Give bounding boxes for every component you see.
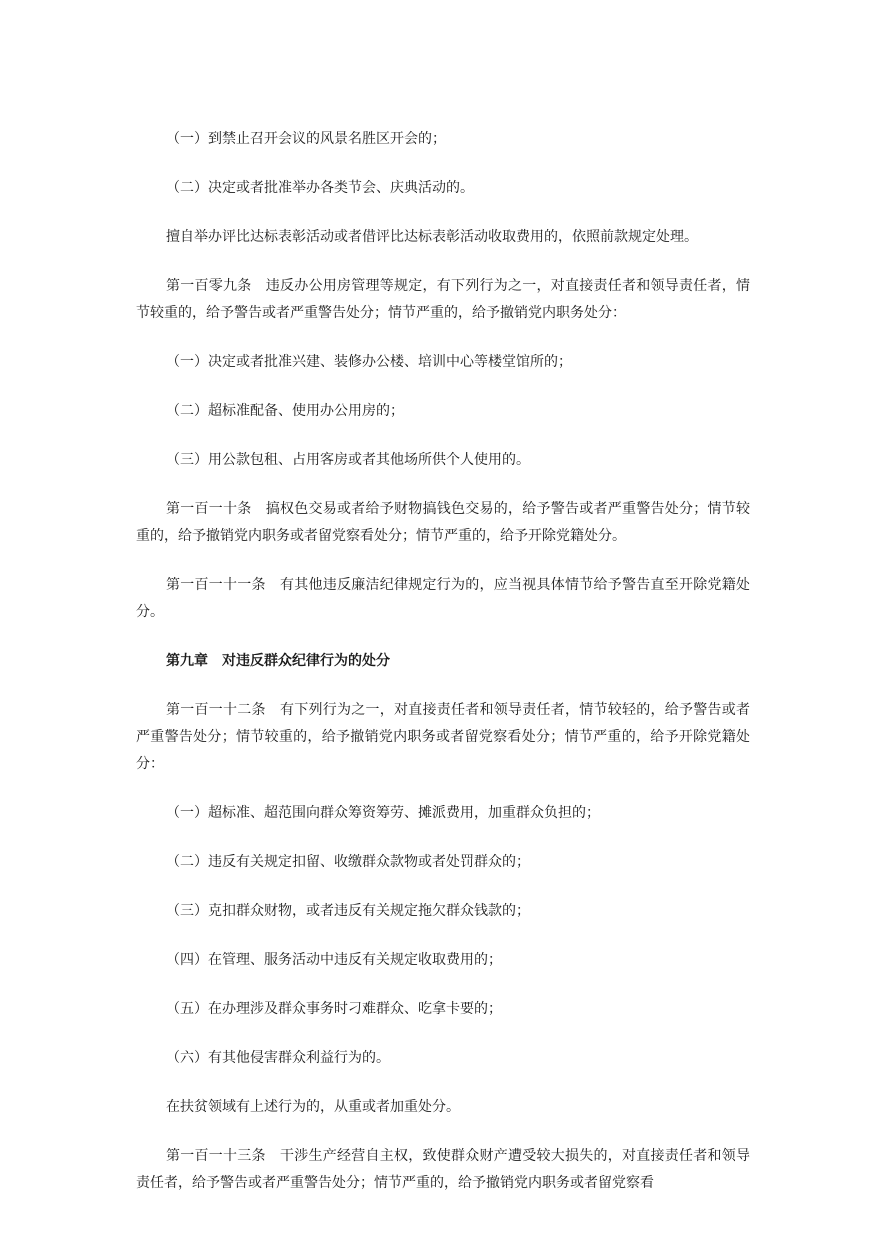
article-112-item-2: （二）违反有关规定扣留、收缴群众款物或者处罚群众的； <box>166 854 530 870</box>
article-112-note: 在扶贫领域有上述行为的，从重或者加重处分。 <box>166 1099 460 1115</box>
article-111: 第一百一十一条 有其他违反廉洁纪律规定行为的，应当视具体情节给予警告直至开除党籍处分。 <box>136 577 750 620</box>
article-109: 第一百零九条 违反办公用房管理等规定，有下列行为之一，对直接责任者和领导责任者，情节较重的，给予警告或者严重警告处分；情节严重的，给予撤销党内职务处分： <box>136 278 750 321</box>
article-112: 第一百一十二条 有下列行为之一，对直接责任者和领导责任者，情节较轻的，给予警告或者严重警告处分；情节较重的，给予撤销党内职务或者留党察看处分；情节严重的，给予开除党籍处分： <box>136 702 750 772</box>
article-109-item-2: （二）超标准配备、使用办公用房的； <box>166 403 404 419</box>
article-110: 第一百一十条 搞权色交易或者给予财物搞钱色交易的，给予警告或者严重警告处分；情节较重的，给予撤销党内职务或者留党察看处分；情节严重的，给予开除党籍处分。 <box>136 501 750 544</box>
article-109-item-3: （三）用公款包租、占用客房或者其他场所供个人使用的。 <box>166 452 530 468</box>
chapter-9-heading: 第九章 对违反群众纪律行为的处分 <box>166 653 390 669</box>
article-113: 第一百一十三条 干涉生产经营自主权，致使群众财产遭受较大损失的，对直接责任者和领导责任者，给予警告或者严重警告处分；情节严重的，给予撤销党内职务或者留党察看 <box>136 1148 750 1191</box>
article-112-item-5: （五）在办理涉及群众事务时刁难群众、吃拿卡要的； <box>166 1001 502 1017</box>
article-112-item-3: （三）克扣群众财物，或者违反有关规定拖欠群众钱款的； <box>166 903 530 919</box>
article-112-item-4: （四）在管理、服务活动中违反有关规定收取费用的； <box>166 952 502 968</box>
paragraph-item-2: （二）决定或者批准举办各类节会、庆典活动的。 <box>166 180 474 196</box>
paragraph-note: 擅自举办评比达标表彰活动或者借评比达标表彰活动收取费用的，依照前款规定处理。 <box>166 229 698 245</box>
article-112-item-1: （一）超标准、超范围向群众筹资筹劳、摊派费用，加重群众负担的； <box>166 805 600 821</box>
paragraph-item-1: （一）到禁止召开会议的风景名胜区开会的； <box>166 131 446 147</box>
article-109-item-1: （一）决定或者批准兴建、装修办公楼、培训中心等楼堂馆所的； <box>166 354 572 370</box>
article-112-item-6: （六）有其他侵害群众利益行为的。 <box>166 1050 390 1066</box>
document-body <box>136 126 750 1197</box>
